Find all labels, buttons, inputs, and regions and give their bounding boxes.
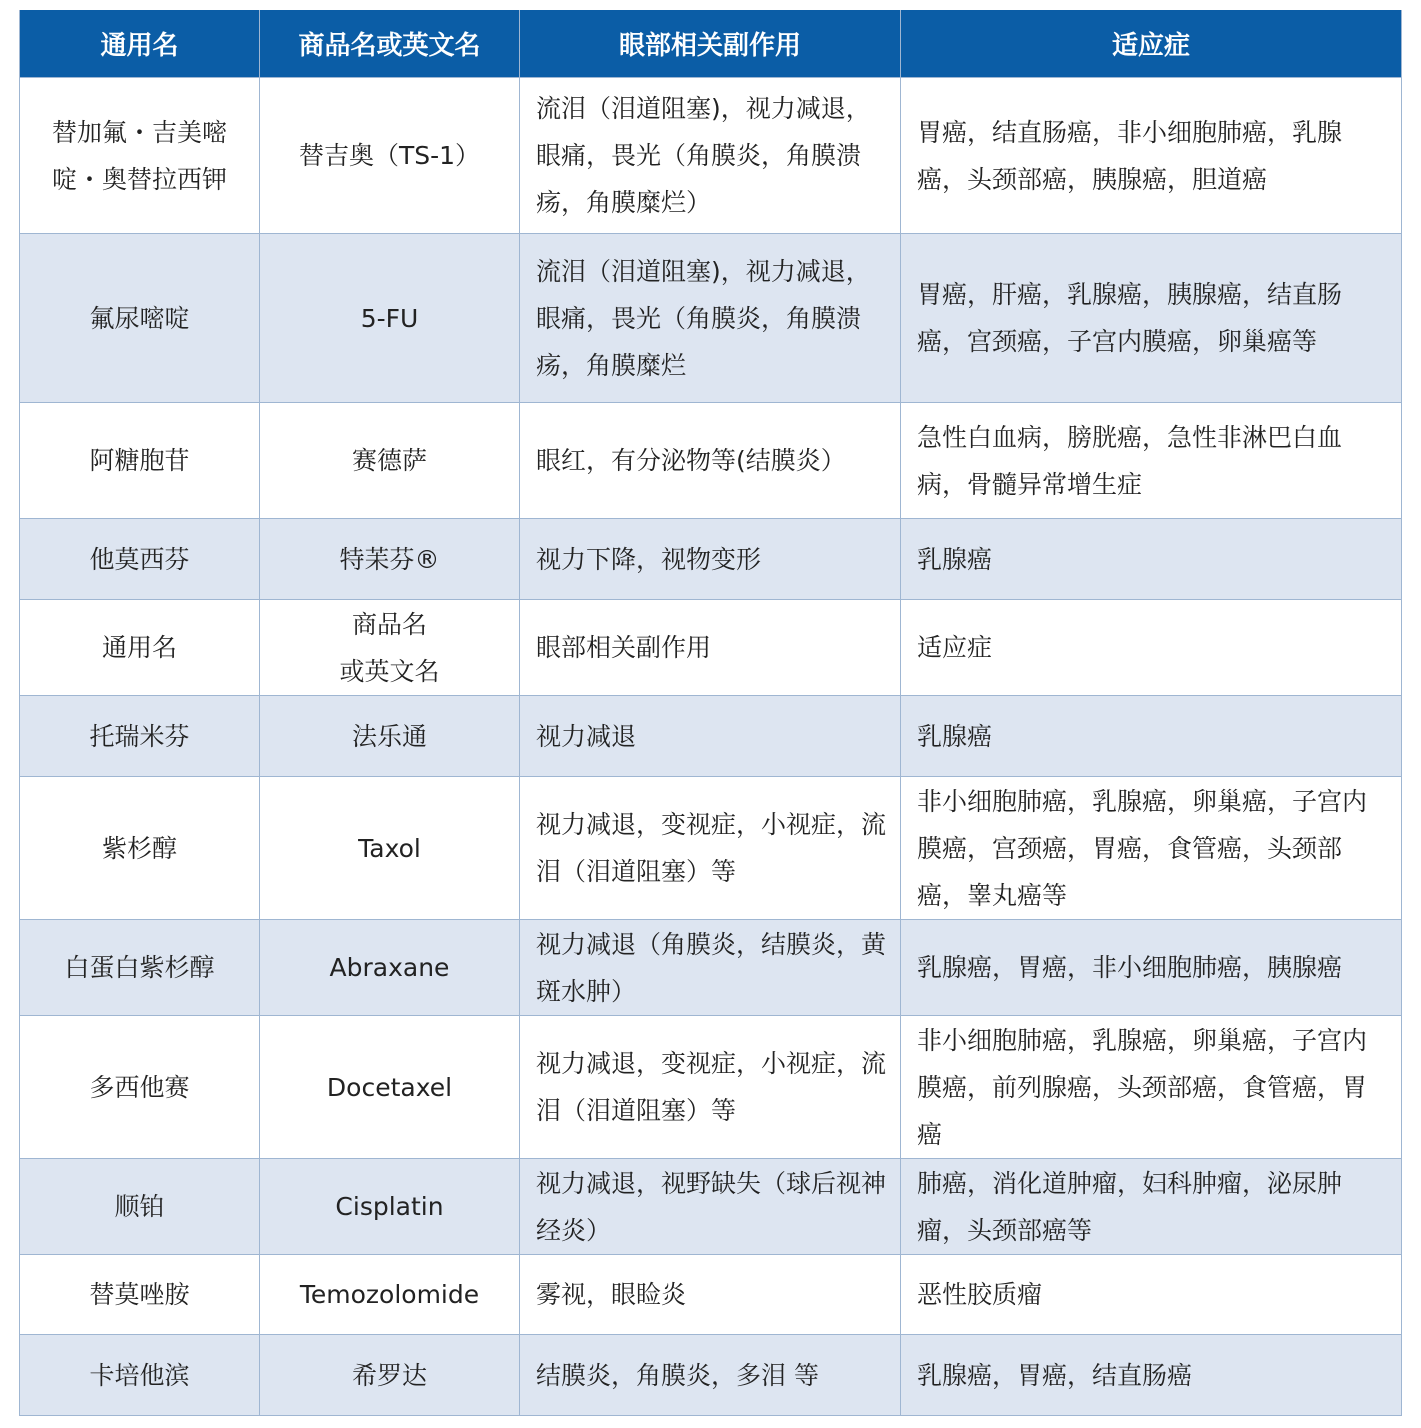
cell-indications: 胃癌，肝癌，乳腺癌，胰腺癌，结直肠癌，宫颈癌，子宫内膜癌，卵巢癌等 [901, 234, 1402, 403]
table-row [20, 1159, 1402, 1255]
cell-side-effects: 雾视，眼睑炎 [520, 1255, 901, 1335]
cell-brand: 法乐通 [260, 696, 520, 777]
cell-brand: Docetaxel [260, 1016, 520, 1159]
cell-side-effects: 流泪（泪道阻塞)，视力减退，眼痛，畏光（角膜炎，角膜溃疡，角膜糜烂 [520, 234, 901, 403]
table-row [20, 1255, 1402, 1335]
header-brand-name: 商品名或英文名 [260, 10, 520, 78]
cell-generic: 阿糖胞苷 [20, 403, 260, 519]
table-row [20, 696, 1402, 777]
cell-generic: 白蛋白紫杉醇 [20, 920, 260, 1016]
cell-side-effects: 眼部相关副作用 [520, 600, 901, 696]
table-row [20, 920, 1402, 1016]
cell-brand: Abraxane [260, 920, 520, 1016]
table-row [20, 234, 1402, 403]
cell-indications: 非小细胞肺癌，乳腺癌，卵巢癌，子宫内膜癌，前列腺癌，头颈部癌，食管癌，胃癌 [901, 1016, 1402, 1159]
cell-generic: 他莫西芬 [20, 519, 260, 600]
table-header-row [20, 10, 1402, 78]
table-row [20, 403, 1402, 519]
drug-side-effects-table [19, 10, 1402, 1416]
table-row [20, 1335, 1402, 1416]
cell-generic: 顺铂 [20, 1159, 260, 1255]
cell-indications: 非小细胞肺癌，乳腺癌，卵巢癌，子宫内膜癌，宫颈癌，胃癌，食管癌，头颈部癌，睾丸癌等 [901, 777, 1402, 920]
cell-generic: 托瑞米芬 [20, 696, 260, 777]
cell-indications: 乳腺癌 [901, 519, 1402, 600]
drug-table-container [19, 10, 1401, 1416]
table-row [20, 519, 1402, 600]
cell-side-effects: 眼红，有分泌物等(结膜炎） [520, 403, 901, 519]
cell-indications: 胃癌，结直肠癌，非小细胞肺癌，乳腺癌，头颈部癌，胰腺癌，胆道癌 [901, 78, 1402, 234]
cell-brand: 5-FU [260, 234, 520, 403]
cell-side-effects: 视力下降，视物变形 [520, 519, 901, 600]
cell-brand: Taxol [260, 777, 520, 920]
cell-brand: 商品名 或英文名 [260, 600, 520, 696]
cell-indications: 适应症 [901, 600, 1402, 696]
cell-brand: 希罗达 [260, 1335, 520, 1416]
cell-indications: 乳腺癌，胃癌，非小细胞肺癌，胰腺癌 [901, 920, 1402, 1016]
header-indications: 适应症 [901, 10, 1402, 78]
cell-indications: 肺癌，消化道肿瘤，妇科肿瘤，泌尿肿瘤，头颈部癌等 [901, 1159, 1402, 1255]
cell-brand: 替吉奥（TS-1） [260, 78, 520, 234]
cell-indications: 乳腺癌，胃癌，结直肠癌 [901, 1335, 1402, 1416]
cell-generic: 卡培他滨 [20, 1335, 260, 1416]
cell-indications: 乳腺癌 [901, 696, 1402, 777]
table-row [20, 777, 1402, 920]
cell-brand: 赛德萨 [260, 403, 520, 519]
table-row [20, 1016, 1402, 1159]
cell-indications: 急性白血病，膀胱癌，急性非淋巴白血病，骨髓异常增生症 [901, 403, 1402, 519]
cell-side-effects: 流泪（泪道阻塞)，视力减退，眼痛，畏光（角膜炎，角膜溃疡，角膜糜烂） [520, 78, 901, 234]
cell-side-effects: 视力减退，变视症，小视症，流泪（泪道阻塞）等 [520, 1016, 901, 1159]
cell-indications: 恶性胶质瘤 [901, 1255, 1402, 1335]
cell-side-effects: 结膜炎，角膜炎，多泪 等 [520, 1335, 901, 1416]
header-generic-name: 通用名 [20, 10, 260, 78]
cell-side-effects: 视力减退 [520, 696, 901, 777]
cell-generic: 氟尿嘧啶 [20, 234, 260, 403]
cell-side-effects: 视力减退（角膜炎，结膜炎，黄斑水肿） [520, 920, 901, 1016]
cell-brand: Temozolomide [260, 1255, 520, 1335]
table-row [20, 600, 1402, 696]
table-row [20, 78, 1402, 234]
cell-side-effects: 视力减退，变视症，小视症，流泪（泪道阻塞）等 [520, 777, 901, 920]
cell-generic: 替莫唑胺 [20, 1255, 260, 1335]
cell-brand: 特苿芬® [260, 519, 520, 600]
cell-generic: 紫杉醇 [20, 777, 260, 920]
header-side-effects: 眼部相关副作用 [520, 10, 901, 78]
cell-side-effects: 视力减退，视野缺失（球后视神经炎） [520, 1159, 901, 1255]
cell-generic: 替加氟・吉美嘧啶・奥替拉西钾 [20, 78, 260, 234]
cell-brand: Cisplatin [260, 1159, 520, 1255]
cell-generic: 多西他赛 [20, 1016, 260, 1159]
cell-generic: 通用名 [20, 600, 260, 696]
